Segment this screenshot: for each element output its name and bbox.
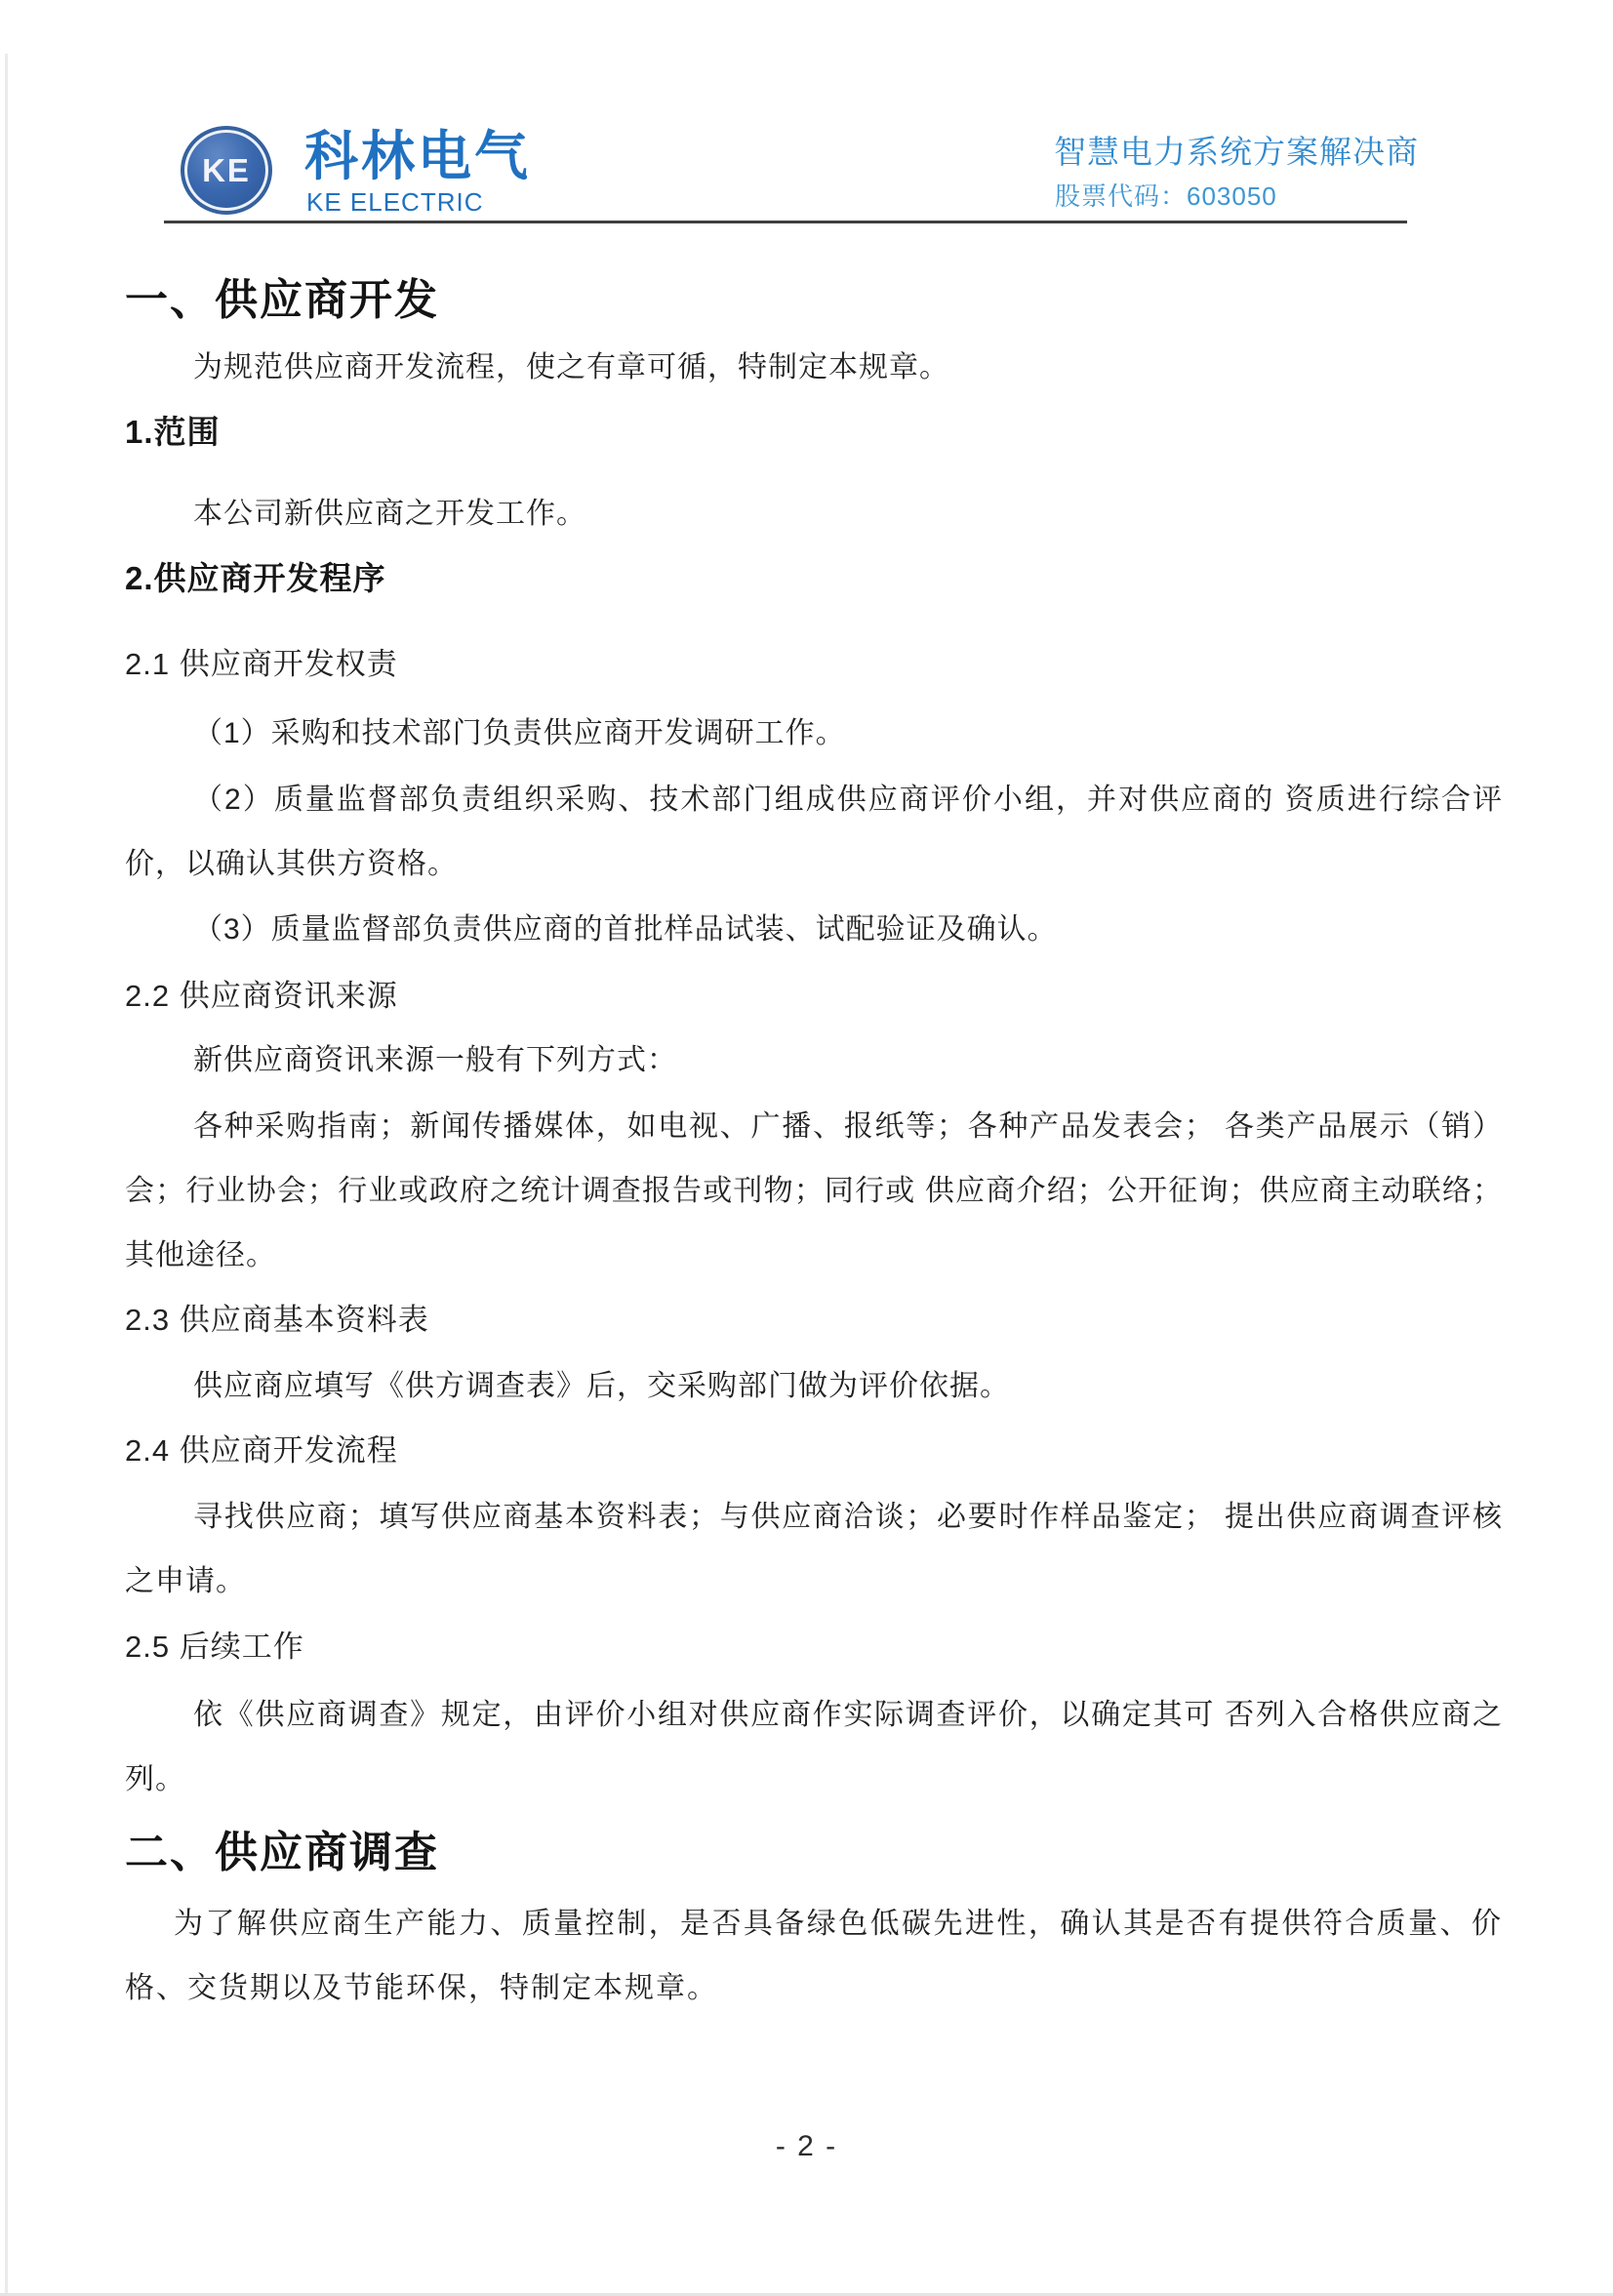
heading-2-3-basic-data-form: 2.3 供应商基本资料表 [125, 1303, 429, 1337]
document-body [125, 225, 1503, 2021]
heading-scope: 1.范围 [125, 414, 221, 450]
heading-supplier-development: 一、供应商开发 [125, 276, 439, 324]
page-number: - 2 - [775, 2130, 838, 2162]
para-intro-2: 为了解供应商生产能力、质量控制，是否具备绿色低碳先进性，确认其是否有提供符合质量、价格、交货期以及节能环保，特制定本规章。 [125, 1908, 1503, 2004]
para-2-4: 寻找供应商；填写供应商基本资料表；与供应商洽谈；必要时作样品鉴定； 提出供应商调查评核之申请。 [125, 1501, 1503, 1597]
para-2-1-item-3: （3）质量监督部负责供应商的首批样品试装、试配验证及确认。 [193, 913, 1058, 946]
heading-supplier-survey: 二、供应商调查 [125, 1829, 439, 1876]
ke-logo [181, 126, 272, 215]
heading-2-1-responsibility: 2.1 供应商开发权责 [125, 647, 398, 681]
ke-logo-inner-ring [184, 130, 268, 211]
para-2-3: 供应商应填写《供方调查表》后，交采购部门做为评价依据。 [193, 1370, 1010, 1402]
ke-monogram-text: KE [202, 151, 251, 188]
para-scope: 本公司新供应商之开发工作。 [193, 498, 586, 530]
para-intro-1: 为规范供应商开发流程，使之有章可循，特制定本规章。 [193, 351, 949, 383]
para-2-5: 依《供应商调查》规定，由评价小组对供应商作实际调查评价，以确定其可 否列入合格供应商之列。 [125, 1699, 1503, 1795]
heading-2-5-follow-up: 2.5 后续工作 [125, 1630, 304, 1664]
company-name-en: KE ELECTRIC [306, 187, 484, 217]
company-name-cn: 科林电气 [304, 126, 532, 186]
heading-development-procedure: 2.供应商开发程序 [125, 560, 386, 596]
heading-2-2-information-sources: 2.2 供应商资讯来源 [125, 979, 398, 1013]
heading-2-4-development-flow: 2.4 供应商开发流程 [125, 1433, 398, 1468]
para-2-1-item-1: （1）采购和技术部门负责供应商开发调研工作。 [193, 717, 846, 749]
para-2-2-body: 各种采购指南；新闻传播媒体，如电视、广播、报纸等；各种产品发表会； 各类产品展示（销）会；行业协会；行业或政府之统计调查报告或刊物；同行或 供应商介绍；公开征询；供应商主动联络；其他途径。 [125, 1110, 1503, 1271]
company-tagline: 智慧电力系统方案解决商 [1054, 134, 1419, 170]
header-divider-line [164, 221, 1407, 223]
stock-code: 股票代码：603050 [1055, 181, 1277, 211]
para-2-1-item-2: （2）质量监督部负责组织采购、技术部门组成供应商评价小组，并对供应商的 资质进行综合评价，以确认其供方资格。 [125, 784, 1503, 880]
para-2-2-lead: 新供应商资讯来源一般有下列方式： [193, 1044, 677, 1076]
scan-edge-left [5, 54, 8, 2293]
